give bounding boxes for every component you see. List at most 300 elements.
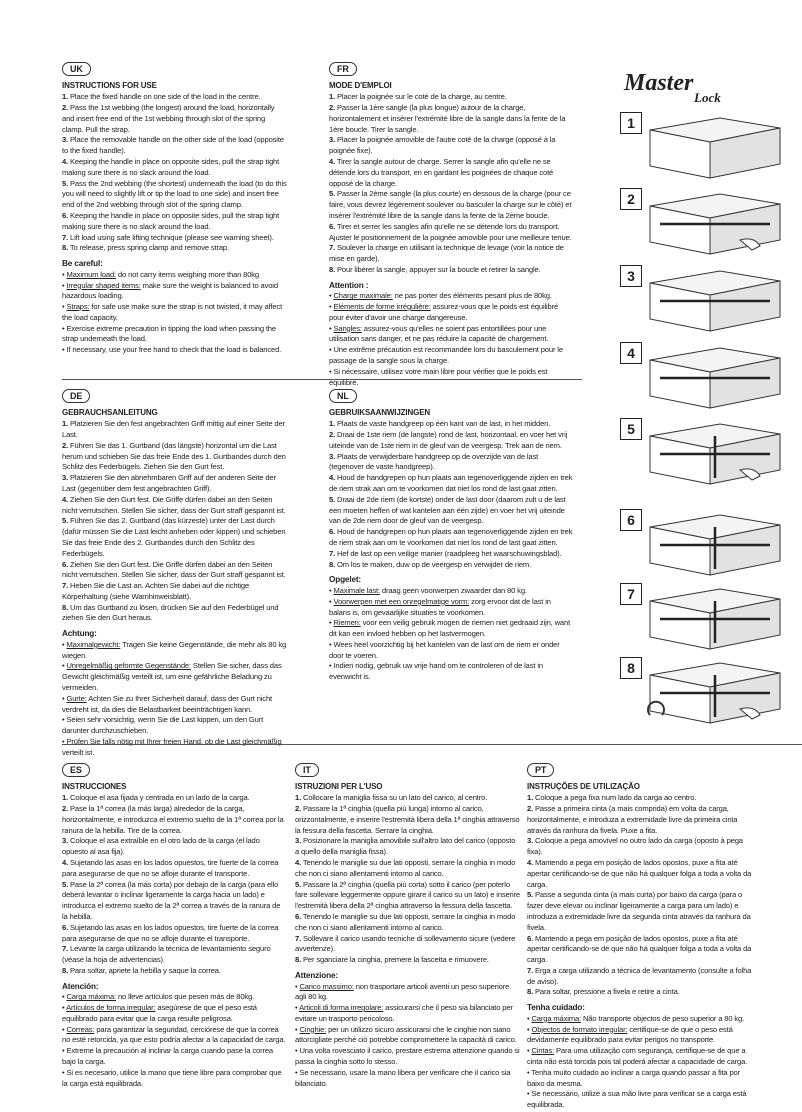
step-number: 6. xyxy=(329,527,336,537)
warning-title: Be careful: xyxy=(62,259,103,269)
step-figure xyxy=(620,418,790,478)
step-text: Tenendo le maniglie su due lati opposti, serrare la cinghia in modo che non ci siano allentamenti intorno al carico. xyxy=(295,858,516,878)
step-number: 7. xyxy=(329,548,336,558)
step-text: Soulever la charge en utilisant la technique de levage (voir la notice de mise en garde). xyxy=(329,243,564,264)
warning-key: Gurte: xyxy=(66,693,87,703)
warning-item: • Sangles: assurez-vous qu'elles ne soient pas entortillées pour une utilisation sans danger, et ne pas réduire la capacité de chargement. xyxy=(329,323,549,344)
step-number: 8. xyxy=(329,264,336,274)
step-figure xyxy=(620,657,790,717)
step-text: Collocare la maniglia fissa su un lato del carico, al centro. xyxy=(303,793,488,803)
warning-title: Atención: xyxy=(62,981,99,991)
instruction-step xyxy=(62,581,287,603)
instructions-title: INSTRUCCIONES xyxy=(62,782,127,791)
step-number: 3. xyxy=(62,836,69,846)
step-text: Houd de handgrepen op hun plaats aan tegenoverliggende zijden en trek de riem strak aan om te voorkomen dat niet los rond de last gaat zitten. xyxy=(329,527,573,547)
instruction-step xyxy=(329,243,574,265)
warning-key: Carga máxima: xyxy=(531,1013,582,1023)
instruction-step xyxy=(527,890,757,933)
warning-text: Una volta rovesciato il carico, prestare estrema attenzione quando si passa la cinghia sotto lo stesso. xyxy=(295,1046,520,1066)
step-figure xyxy=(620,188,790,248)
figure-number: 3 xyxy=(620,265,642,287)
warning-title: Achtung: xyxy=(62,629,97,639)
divider-bottom xyxy=(62,744,802,745)
step-text: Keeping the handle in place on opposite sides, pull the strap tight making sure there is no slack around the load. xyxy=(62,157,280,177)
warning-key: Artículos de forma irregular: xyxy=(66,1003,156,1013)
instructions-title: INSTRUÇÕES DE UTILIZAÇÃO xyxy=(527,782,640,791)
instructions-title: GEBRAUCHSANLEITUNG xyxy=(62,408,158,417)
warning-item: • Objectos de formato irregular: certifique-se de que o peso está devidamente equilibrado para evitar perigos no transporte. xyxy=(527,1024,733,1045)
step-number: 8. xyxy=(329,559,336,569)
warning-text: If necessary, use your free hand to check that the load is balanced. xyxy=(66,345,282,355)
step-text: Sujetando las asas en los lados opuestos, tire fuerte de la correa para asegurarse de que no se afloje durante el transporte. xyxy=(62,858,279,878)
box-illustration xyxy=(620,509,790,579)
warning-item: • Voorwerpen met een onregelmatige vorm: zorg ervoor dat de last in balans is, om gevaarlijke situaties te voorkomen. xyxy=(329,596,551,617)
step-text: Platzieren Sie den fest angebrachten Griff mittig auf einer Seite der Last. xyxy=(62,419,285,440)
warning-text: do not carry items weighing more than 80kg xyxy=(116,269,259,279)
step-number: 1. xyxy=(62,92,69,102)
warning-key: Carga máxima: xyxy=(66,992,117,1002)
instruction-step xyxy=(329,157,574,189)
step-text: To release, press spring clamp and remove strap. xyxy=(69,243,229,253)
box-illustration xyxy=(620,657,790,727)
instruction-step xyxy=(527,987,757,998)
warning-text: Se necessário, utilize a sua mão livre para verificar se a carga está equilibrada. xyxy=(527,1089,747,1110)
warning-key: Voorwerpen met een onregelmatige vorm: xyxy=(333,596,470,606)
instruction-step xyxy=(527,804,757,836)
step-number: 2. xyxy=(527,804,534,814)
step-number: 7. xyxy=(62,581,69,591)
step-text: Passare la 1ª cinghia (quella più lunga) intorno al carico, orizzontalmente, e inserire l'estremità libera della 1ª cinghia attraverso la fessura della fascetta. Serrare la cinghia. xyxy=(295,804,520,835)
warning-key: Eléments de forme irrégulière: xyxy=(333,302,431,312)
step-number: 3. xyxy=(329,451,336,461)
step-text: Pass the 1st webbing (the longest) around the load, horizontally and insert free end of the 1st webbing through slot of the spring clamp. Pull the strap. xyxy=(62,103,275,134)
warning-item: • Si es necesario, utilice la mano que tiene libre para comprobar que la carga está equilibrada. xyxy=(62,1067,282,1088)
box-illustration xyxy=(620,265,790,335)
warning-item: • If necessary, use your free hand to check that the load is balanced. xyxy=(62,345,282,355)
box-illustration xyxy=(620,188,790,258)
warning-item: • Wees heel voorzichtig bij het kantelen van de last om de riem er onder door te voeren. xyxy=(329,639,560,660)
warning-item: • Carga máxima: Não transporte objectos de peso superior a 80 kg. xyxy=(527,1013,745,1023)
section-de xyxy=(62,389,287,758)
step-number: 5. xyxy=(527,890,534,900)
instruction-step xyxy=(527,836,757,858)
step-text: Tenendo le maniglie su due lati opposti, serrare la cinghia in modo che non ci siano allentamenti intorno al carico. xyxy=(295,911,516,932)
divider-top xyxy=(62,379,582,380)
instruction-step xyxy=(295,934,520,956)
logo-mark xyxy=(622,68,782,104)
language-badge: FR xyxy=(329,62,357,76)
instruction-step xyxy=(527,858,757,890)
warning-text: for safe use make sure the strap is not twisted, it may affect the load capacity. xyxy=(62,302,283,322)
box-illustration xyxy=(620,583,790,653)
section-pt xyxy=(527,763,757,1111)
instruction-step xyxy=(295,912,520,934)
warning-key: Cinghie: xyxy=(299,1024,327,1034)
instructions-title: MODE D'EMPLOI xyxy=(329,81,392,90)
warning-text: Si es necesario, utilice la mano que tiene libre para comprobar que la carga está equilibrada. xyxy=(62,1067,282,1088)
step-number: 3. xyxy=(62,135,69,145)
step-text: Sollevare il carico usando tecniche di sollevamento sicure (vedere avvertenze). xyxy=(295,933,516,954)
warning-key: Cintas: xyxy=(531,1046,555,1056)
warning-item: • Artículos de forma irregular: asegúrese de que el peso está equilibrado para evitar que la carga resulte peligrosa. xyxy=(62,1003,257,1023)
figure-number: 5 xyxy=(620,418,642,440)
step-text: Passer la 2ème sangle (la plus courte) en dessous de la charge (pour ce faire, vous devrez légèrement soulever ou basculer la charge sur le côté) et insérer l'extrémité libre de la sangle dans la fente de la 2ème boucle. xyxy=(329,189,572,220)
step-number: 2. xyxy=(62,103,69,113)
step-text: Passe a segunda cinta (a mais curta) por baixo da carga (para o fazer deve elevar ou inclinar ligeiramente a carga para um lado) e introduza a extremidade livre da segunda cinta através da ranhura da fivela. xyxy=(527,890,751,932)
warning-key: Sangles: xyxy=(333,323,362,333)
step-number: 6. xyxy=(295,911,302,921)
warning-item: • Tenha muito cuidado ao inclinar a carga quando passar a fita por baixo da mesma. xyxy=(527,1067,740,1088)
warning-text: Tragen Sie keine Gegenstände, die mehr als 80 kg wiegen. xyxy=(62,639,287,660)
instructions-title: GEBRUIKSAANWIJZINGEN xyxy=(329,408,431,417)
step-number: 8. xyxy=(62,243,69,253)
step-figure xyxy=(620,342,790,402)
warning-text: ne pas porter des éléments pesant plus de 80kg. xyxy=(392,291,552,301)
step-number: 4. xyxy=(62,157,69,167)
step-text: Mantendo a pega em posição de lados opostos, puxe a fita até apertar certificando-se de que não há qualquer folga a toda a volta da carga. xyxy=(527,933,752,965)
instruction-step xyxy=(62,966,287,977)
step-text: Coloque a pega amovível no outro lado da carga (oposto à pega fixa). xyxy=(527,836,743,857)
instruction-step xyxy=(329,92,574,103)
warning-text: Não transporte objectos de peso superior a 80 kg. xyxy=(581,1013,745,1023)
instruction-step xyxy=(295,836,520,858)
section-fr xyxy=(329,62,574,388)
step-number: 2. xyxy=(329,103,336,113)
step-number: 7. xyxy=(527,965,534,975)
warning-text: Achten Sie zu Ihrer Sicherheit darauf, dass der Gurt nicht verdreht ist, da dies die Belastbarkeit beeinträchtigen kann. xyxy=(62,693,272,714)
step-number: 6. xyxy=(329,221,336,231)
warning-text: assicurarsi che il peso sia bilanciato per evitare un trasporto pericoloso. xyxy=(295,1003,513,1023)
step-text: Place the removable handle on the other side of the load (opposite to the fixed handle). xyxy=(62,135,284,156)
step-text: Pase la 1ª correa (la más larga) alrededor de la carga, horizontalmente, e introduzca el extremo suelto de la 1ª correa por la ranura de la hebilla. Tire de la correa. xyxy=(62,804,284,835)
step-number: 5. xyxy=(62,516,69,526)
step-text: Per sganciare la cinghia, premere la fascetta e rimuovere. xyxy=(303,955,489,965)
instruction-step xyxy=(62,836,287,858)
logo-text-master: Master xyxy=(624,70,694,96)
warning-title: Tenha cuidado: xyxy=(527,1003,585,1013)
instruction-step xyxy=(62,603,287,625)
step-number: 6. xyxy=(62,210,69,220)
step-text: Levante la carga utilizando la técnica de levantamiento seguro (véase la hoja de advertencias). xyxy=(62,944,271,965)
step-number: 2. xyxy=(62,440,69,450)
step-text: Houd de handgrepen op hun plaats aan tegenoverliggende zijden en trek de riem strak aan om te voorkomen dat niet los rond de last gaat zitten. xyxy=(329,473,573,494)
box-illustration xyxy=(620,342,790,412)
warning-key: Riemen: xyxy=(333,618,361,628)
language-badge: ES xyxy=(62,763,90,777)
step-text: Passe a primeira cinta (a mais comprida) em volta da carga, horizontalmente, e introduza a extremidade livre da primeira cinta através da ranhura da fivela. Puxe a fita. xyxy=(527,804,738,835)
warning-title: Attention : xyxy=(329,280,369,290)
step-number: 1. xyxy=(329,419,336,429)
instruction-step xyxy=(329,265,574,276)
instruction-step xyxy=(62,92,287,103)
step-number: 3. xyxy=(62,473,69,483)
instruction-step xyxy=(329,560,574,571)
instruction-step xyxy=(62,793,287,804)
warning-text: Se necessario, usare la mano libera per verificare che il carico sia bilanciato. xyxy=(295,1067,511,1088)
instruction-step xyxy=(62,923,287,945)
instruction-step xyxy=(295,804,520,836)
instruction-step xyxy=(62,419,287,441)
warning-item: • Correas: para garantizar la seguridad, cerciórese de que la correa no esté retorcida, ya que esto podría afectar a la capacidad de carga. xyxy=(62,1024,286,1045)
warning-item: • Indien nodig, gebruik uw vrije hand om te controleren of de last in evenwicht is. xyxy=(329,661,543,682)
warning-text: Seien sehr vorsichtig, wenn Sie die Last kippen, um den Gurt darunter durchzuschieben. xyxy=(62,715,264,736)
warning-text: voor een veilig gebruik mogen de riemen niet gedraaid zijn, want dit kan een invloed hebben op het lastvermogen. xyxy=(329,618,571,639)
box-illustration xyxy=(620,418,790,488)
step-text: Hef de last op een veilige manier (raadpleeg het waarschuwingsblad). xyxy=(337,548,562,558)
step-text: Keeping the handle in place on opposite sides, pull the strap tight making sure there is no slack around the load. xyxy=(62,210,280,231)
instruction-step xyxy=(62,135,287,157)
step-text: Coloque el asa extraíble en el otro lado de la carga (el lado opuesto al asa fija). xyxy=(62,836,260,857)
step-number: 8. xyxy=(62,602,69,612)
warning-text: Tenha muito cuidado ao inclinar a carga quando passar a fita por baixo da mesma. xyxy=(527,1067,740,1088)
step-text: Um das Gurtband zu lösen, drücken Sie auf den Federbügel und ziehen Sie den Gurt heraus. xyxy=(62,602,279,623)
language-badge: DE xyxy=(62,389,90,403)
warning-text: asegúrese de que el peso está equilibrado para evitar que la carga resulte peligrosa. xyxy=(62,1003,257,1023)
step-number: 4. xyxy=(62,858,69,868)
step-number: 6. xyxy=(527,933,534,943)
warning-text: make sure the weight is balanced to avoid hazardous loading. xyxy=(62,280,278,301)
section-nl xyxy=(329,389,574,683)
step-text: Place the fixed handle on one side of the load in the centre. xyxy=(70,92,261,102)
step-figure xyxy=(620,583,790,643)
step-number: 1. xyxy=(329,92,336,102)
warning-key: Objectos de formato irregular: xyxy=(531,1024,628,1034)
section-es xyxy=(62,763,287,1089)
instruction-step xyxy=(62,495,287,517)
instruction-step xyxy=(329,549,574,560)
logo-text-lock: Lock xyxy=(694,90,721,104)
warning-item: • Eléments de forme irrégulière: assurez-vous que le poids est équilibré pour éviter d'avoir une charge dangereuse. xyxy=(329,302,559,322)
step-number: 4. xyxy=(329,473,336,483)
warning-item: • Maximum load: do not carry items weighing more than 80kg xyxy=(62,269,259,279)
warning-item: • Charge maximale: ne pas porter des éléments pesant plus de 80kg. xyxy=(329,291,552,301)
warning-item: • Gurte: Achten Sie zu Ihrer Sicherheit darauf, dass der Gurt nicht verdreht ist, da dies die Belastbarkeit beeinträchtigen kann. xyxy=(62,693,272,714)
step-text: Platzieren Sie den abnehmbaren Griff auf der anderen Seite der Last (gegenüber dem fest angebrachten Griff). xyxy=(62,473,276,494)
warning-item: • Straps: for safe use make sure the strap is not twisted, it may affect the load capacity. xyxy=(62,302,283,322)
instruction-step xyxy=(295,793,520,804)
step-number: 5. xyxy=(329,189,336,199)
warning-key: Straps: xyxy=(66,302,90,312)
step-text: Plaats de verwijderbare handgreep op de overzijde van de last (tegenover de vaste handgreep). xyxy=(329,451,539,472)
warning-text: Une extrême précaution est recommandée lors du basculement pour le passage de la sangle sous la charge. xyxy=(329,345,563,365)
step-number: 4. xyxy=(527,858,534,868)
figure-number: 6 xyxy=(620,509,642,531)
step-text: Para soltar, apriete la hebilla y saque la correa. xyxy=(70,965,221,975)
step-figure xyxy=(620,265,790,325)
warning-item: • Riemen: voor een veilig gebruik mogen de riemen niet gedraaid zijn, want dit kan een invloed hebben op het lastvermogen. xyxy=(329,618,571,639)
instruction-step xyxy=(62,858,287,880)
warning-text: certifique-se de que o peso está devidamente equilibrado para evitar perigos no transporte. xyxy=(527,1024,733,1045)
instruction-step xyxy=(329,527,574,549)
step-text: Führen Sie das 2. Gurtband (das kürzeste) unter der Last durch (dafür müssen Sie die Last leicht anheben oder kippen) und schieben Sie das freie Ende des 2. Gurtbandes durch den Schlitz des Federbügels. xyxy=(62,516,286,558)
figure-number: 8 xyxy=(620,657,642,679)
instruction-step xyxy=(329,103,574,135)
step-text: Coloque el asa fijada y centrada en un lado de la carga. xyxy=(70,793,250,803)
step-text: Pass the 2nd webbing (the shortest) underneath the load (to do this you will need to slightly lift or tip the load to one side) and insert free end of the 2nd webbing through slot of the spring clamp. xyxy=(62,178,287,210)
warning-text: Wees heel voorzichtig bij het kantelen van de last om de riem er onder door te voeren. xyxy=(329,639,560,660)
warning-item: • Articoli di forma irregolare: assicurarsi che il peso sia bilanciato per evitare un trasporto pericoloso. xyxy=(295,1003,513,1023)
warning-text: assurez-vous qu'elles ne soient pas entortillées pour une utilisation sans danger, et ne pas réduire la capacité de chargement. xyxy=(329,323,549,344)
step-text: Mantendo a pega em posição de lados opostos, puxe a fita até apertar certificando-se de que não há qualquer folga a toda a volta da carga. xyxy=(527,858,752,889)
step-text: Sujetando las asas en los lados opuestos, tire fuerte de la correa para asegurarse de que no se afloje durante el transporte. xyxy=(62,922,279,943)
instruction-step xyxy=(62,103,287,135)
instruction-step xyxy=(527,793,757,804)
warning-key: Irregular shaped items: xyxy=(66,280,141,290)
instruction-step xyxy=(295,955,520,966)
section-it xyxy=(295,763,520,1089)
step-text: Passare la 2ª cinghia (quella più corta) sotto il carico (per poterlo fare sollevare leggermente oppure girare il carico su un lato) e inserire l'estremità libera della 2ª cinghia attraverso la fessura della fascetta. xyxy=(295,879,520,911)
instruction-step xyxy=(295,880,520,912)
step-number: 3. xyxy=(329,135,336,145)
step-number: 6. xyxy=(62,922,69,932)
step-text: Pase la 2ª correa (la más corta) por debajo de la carga (para ello deberá levantar o inclinar ligeramente la carga hacia un lado) e introduzca el extremo suelto de la 2ª correa a través de la ranura de la hebilla. xyxy=(62,879,281,921)
instruction-step xyxy=(329,135,574,157)
warning-title: Attenzione: xyxy=(295,970,338,980)
figure-number: 2 xyxy=(620,188,642,210)
section-uk xyxy=(62,62,287,356)
step-text: Placer la poignée amovible de l'autre coté de la charge (opposé à la poignée fixe). xyxy=(329,135,556,156)
warning-item: • Cinghie: per un utilizzo sicuro assicurarsi che le cinghie non siano attorcigliate perché ciò potrebbe compromettere la capacità di carico. xyxy=(295,1024,517,1045)
warning-item: • Prüfen Sie falls nötig mit Ihrer freien Hand, ob die Last gleichmäßig verteilt ist. xyxy=(62,736,282,757)
step-text: Draai de 2de riem (de kortste) onder de last door (daarom zult u de last een moeten heffen of wat kantelen aan één zijde) en voer het vrij uiteinde van de 2de riem door de gleuf van de veergesp. xyxy=(329,494,566,526)
step-number: 5. xyxy=(295,879,302,889)
warning-key: Unregelmäßig geformte Gegenstände: xyxy=(66,661,191,671)
step-text: Ziehen Sie den Gurt fest. Die Griffe dürfen dabei an den Seiten nicht verrutschen. Stellen Sie sicher, dass der Gurt straff gespannt ist. xyxy=(62,559,286,580)
warning-key: Correas: xyxy=(66,1024,95,1034)
instruction-step xyxy=(62,211,287,233)
instruction-step xyxy=(329,419,574,430)
instruction-step xyxy=(295,858,520,880)
step-number: 5. xyxy=(62,879,69,889)
step-text: Plaats de vaste handgreep op één kant van de last, in het midden. xyxy=(337,419,551,429)
language-badge: UK xyxy=(62,62,91,76)
step-text: Om los te maken, duw op de veergesp en verwijder de riem. xyxy=(337,559,532,569)
warning-text: Prüfen Sie falls nötig mit Ihrer freien Hand, ob die Last gleichmäßig verteilt ist. xyxy=(62,736,282,757)
warning-item: • Maximale last: draag geen voorwerpen zwaarder dan 80 kg. xyxy=(329,585,527,595)
step-text: Erga a carga utilizando a técnica de levantamento (consulte a folha de aviso). xyxy=(527,965,752,986)
figure-number: 4 xyxy=(620,342,642,364)
warning-key: Maximum load: xyxy=(66,269,117,279)
instruction-step xyxy=(62,179,287,211)
warning-text: Exercise extreme precaution in tipping the load when passing the strap underneath the load. xyxy=(62,323,276,344)
step-number: 8. xyxy=(62,965,69,975)
step-text: Führen Sie das 1. Gurtband (das längste) horizontal um die Last herum und schieben Sie das freie Ende des 1. Gurtbandes durch den Schlitz des Federbügels. Ziehen Sie den Gurt fest. xyxy=(62,440,286,472)
master-lock-logo xyxy=(622,68,782,104)
warning-text: per un utilizzo sicuro assicurarsi che le cinghie non siano attorcigliate perché ciò potrebbe compromettere la capacità di carico. xyxy=(295,1024,517,1045)
step-text: Pour libérer la sangle, appuyer sur la boucle et retirer la sangle. xyxy=(337,264,541,274)
warning-key: Maximalgewicht: xyxy=(66,639,121,649)
step-text: Passer la 1ère sangle (la plus longue) autour de la charge, horizontalement et insérer l'extrémité libre de la sangle dans la fente de la 1ère boucle. Tirer la sangle. xyxy=(329,103,566,134)
warning-text: Extreme la precaución al inclinar la carga cuando pase la correa bajo la carga. xyxy=(62,1046,273,1066)
warning-item: • Une extrême précaution est recommandée lors du basculement pour le passage de la sangle sous la charge. xyxy=(329,345,563,365)
warning-item: • Extreme la precaución al inclinar la carga cuando pase la correa bajo la carga. xyxy=(62,1046,273,1066)
step-number: 2. xyxy=(295,804,302,814)
instruction-step xyxy=(329,189,574,221)
instruction-step xyxy=(62,944,287,966)
warning-key: Charge maximale: xyxy=(333,291,393,301)
language-badge: NL xyxy=(329,389,357,403)
instruction-step xyxy=(329,473,574,495)
warning-item: • Exercise extreme precaution in tipping the load when passing the strap underneath the load. xyxy=(62,323,276,344)
step-text: Tirer et serrer les sangles afin qu'elle ne se détende lors du transport. Ajuster le positionnement de la poignée amovible pour une meilleure tenue. xyxy=(329,221,572,242)
step-number: 7. xyxy=(329,243,336,253)
instructions-title: ISTRUZIONI PER L'USO xyxy=(295,782,383,791)
instruction-step xyxy=(62,441,287,473)
instruction-step xyxy=(62,473,287,495)
instruction-step xyxy=(329,452,574,474)
warning-title: Opgelet: xyxy=(329,575,362,585)
language-badge: PT xyxy=(527,763,554,777)
step-text: Lift load using safe lifting technique (please see warning sheet). xyxy=(70,232,274,242)
step-number: 8. xyxy=(527,987,534,997)
step-number: 7. xyxy=(295,933,302,943)
warning-text: Si nécessaire, utilisez votre main libre pour vérifier que le poids est équilibré. xyxy=(329,366,548,387)
warning-item: • Irregular shaped items: make sure the weight is balanced to avoid hazardous loading. xyxy=(62,280,278,301)
warning-item: • Una volta rovesciato il carico, prestare estrema attenzione quando si passa la cinghia sotto lo stesso. xyxy=(295,1046,520,1066)
step-number: 1. xyxy=(62,419,69,429)
step-number: 3. xyxy=(527,836,534,846)
warning-text: zorg ervoor dat de last in balans is, om gevaarlijke situaties te voorkomen. xyxy=(329,596,551,617)
step-number: 1. xyxy=(295,793,302,803)
step-text: Heben Sie die Last an. Achten Sie dabei auf die richtige Körperhaltung (siehe Warnhinweisblatt). xyxy=(62,581,250,601)
instruction-step xyxy=(329,430,574,452)
instruction-step xyxy=(527,966,757,988)
instruction-step xyxy=(527,934,757,966)
instruction-step xyxy=(329,222,574,244)
warning-text: no lleve artículos que pesen más de 80kg. xyxy=(116,992,255,1002)
step-number: 4. xyxy=(329,157,336,167)
step-number: 7. xyxy=(62,232,69,242)
step-text: Draai de 1ste riem (de langste) rond de last, horizontaal, en voer het vrij uiteinde van de 1ste riem in de gleuf van de veergesp. Trek aan de riem. xyxy=(329,430,568,450)
warning-item: • Carico massimo: non trasportare articoli aventi un peso superiore agli 80 kg. xyxy=(295,981,510,1002)
step-text: Para soltar, pressione a fivela e retire a cinta. xyxy=(535,987,680,997)
warning-item: • Maximalgewicht: Tragen Sie keine Gegenstände, die mehr als 80 kg wiegen. xyxy=(62,639,287,660)
box-illustration xyxy=(620,112,790,182)
warning-item: • Unregelmäßig geformte Gegenstände: Stellen Sie sicher, dass das Gewicht gleichmäßig verteilt ist, um eine gefährliche Beladung zu vermeiden. xyxy=(62,661,282,692)
step-number: 5. xyxy=(329,494,336,504)
instruction-step xyxy=(62,243,287,254)
step-text: Coloque a pega fixa num lado da carga ao centro. xyxy=(535,793,697,803)
step-text: Tirer la sangle autour de charge. Serrer la sangle afin qu'elle ne se détende lors du transport, en en gardant les poignées de chaque coté opposé de la charge. xyxy=(329,157,554,188)
step-number: 3. xyxy=(295,836,302,846)
warning-item: • Se necessario, usare la mano libera per verificare che il carico sia bilanciato. xyxy=(295,1067,511,1088)
warning-item: • Carga máxima: no lleve artículos que pesen más de 80kg. xyxy=(62,992,255,1002)
warning-key: Articoli di forma irregolare: xyxy=(299,1003,384,1013)
step-number: 2. xyxy=(329,430,336,440)
step-number: 2. xyxy=(62,804,69,814)
warning-item: • Cintas: Para uma utilização com segurança, certifique-se de que a cinta não está torcida pois tal poderá afectar a capacidade de carga. xyxy=(527,1046,748,1066)
step-figure xyxy=(620,112,790,172)
warning-text: assurez-vous que le poids est équilibré pour éviter d'avoir une charge dangereuse. xyxy=(329,302,559,322)
step-number: 4. xyxy=(62,494,69,504)
step-figure xyxy=(620,509,790,569)
warning-item: • Se necessário, utilize a sua mão livre para verificar se a carga está equilibrada. xyxy=(527,1089,747,1110)
step-text: Ziehen Sie den Gurt fest. Die Griffe dürfen dabei an den Seiten nicht verrutschen. Stellen Sie sicher, dass der Gurt straff gespannt ist. xyxy=(62,494,286,515)
instruction-step xyxy=(62,560,287,582)
instruction-step xyxy=(62,804,287,836)
instruction-step xyxy=(62,516,287,559)
warning-text: Indien nodig, gebruik uw vrije hand om te controleren of de last in evenwicht is. xyxy=(329,661,543,682)
warning-key: Carico massimo: xyxy=(299,981,354,991)
instruction-step xyxy=(62,233,287,244)
warning-item: • Seien sehr vorsichtig, wenn Sie die Last kippen, um den Gurt darunter durchzuschieben. xyxy=(62,715,264,736)
step-text: Placer la poignée sur le coté de la charge, au centre. xyxy=(337,92,507,102)
language-badge: IT xyxy=(295,763,319,777)
step-number: 7. xyxy=(62,944,69,954)
figure-number: 1 xyxy=(620,112,642,134)
figure-number: 7 xyxy=(620,583,642,605)
step-text: Posizionare la maniglia amovibile sull'altro lato del carico (opposto a quello della maniglia fissa). xyxy=(295,836,516,857)
